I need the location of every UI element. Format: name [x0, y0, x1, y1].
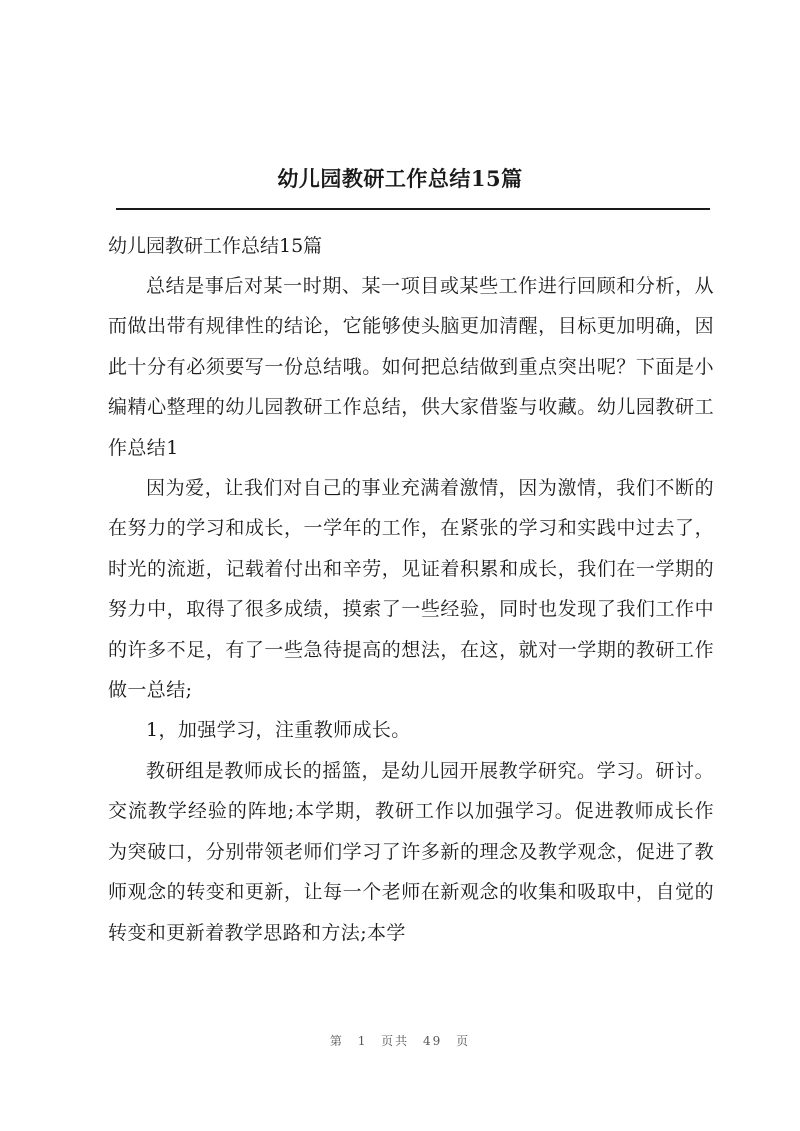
- paragraph-summary-1: 因为爱，让我们对自己的事业充满着激情，因为激情，我们不断的在努力的学习和成长，一学年的工作，在紧张的学习和实践中过去了，时光的流逝，记载着付出和辛劳，见证着积累和成长，我们在一学期的努力中，取得了很多成绩，摸索了一些经验，同时也发现了我们工作中的许多不足，有了一些急待提高的想法，在这，就对一学期的教研工作做一总结;: [108, 477, 714, 702]
- paragraph-intro: 总结是事后对某一时期、某一项目或某些工作进行回顾和分析，从而做出带有规律性的结论，它能够使头脑更加清醒，目标更加明确，因此十分有必须要写一份总结哦。如何把总结做到重点突出呢？下面是小编精心整理的幼儿园教研工作总结，供大家借鉴与收藏。幼儿园教研工作总结1: [108, 275, 714, 459]
- document-heading: 幼儿园教研工作总结15篇: [108, 235, 323, 257]
- paragraph-section-1-body: 教研组是教师成长的摇篮，是幼儿园开展教学研究。学习。研讨。交流教学经验的阵地;本学期，教研工作以加强学习。促进教师成长作为突破口，分别带领老师们学习了许多新的理念及教学观念，促进了教师观念的转变和更新，让每一个老师在新观念的收集和吸取中，自觉的转变和更新着教学思路和方法;本学: [108, 759, 714, 944]
- paragraph-section-1-heading: 1，加强学习，注重教师成长。: [146, 719, 411, 742]
- page-footer: 第 1 页共 49 页: [329, 1034, 471, 1048]
- document-body: [108, 226, 714, 953]
- page-title: 幼儿园教研工作总结15篇: [277, 166, 523, 191]
- title-divider: [116, 208, 710, 210]
